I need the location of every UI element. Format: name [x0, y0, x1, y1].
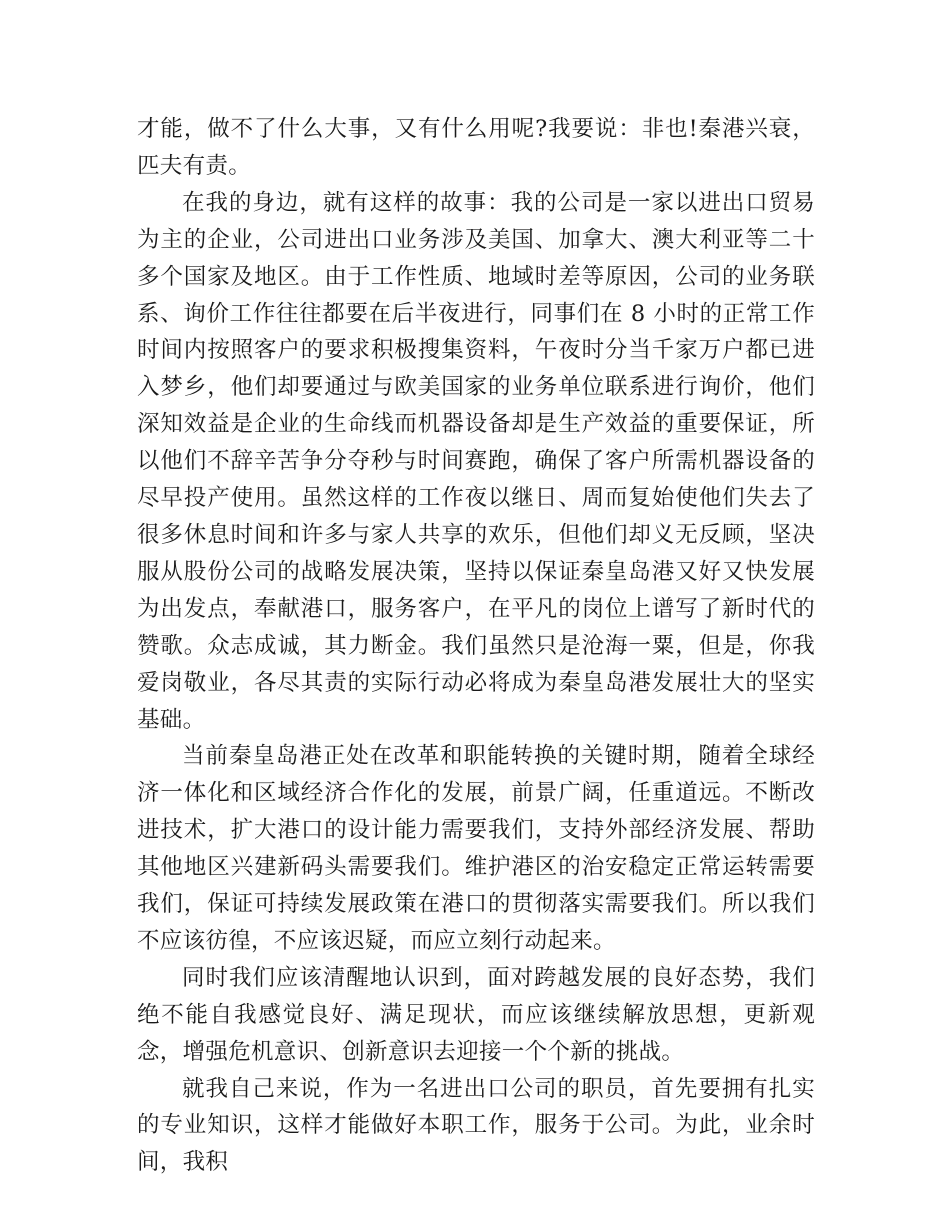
- paragraph-company-story: 在我的身边，就有这样的故事：我的公司是一家以进出口贸易为主的企业，公司进出口业务涉及美国、加拿大、澳大利亚等二十多个国家及地区。由于工作性质、地域时差等原因，公司的业务联系、询价工作往往都要在后半夜进行，同事们在 8 小时的正常工作时间内按照客户的要求积极搜集资料，午夜时分当千家万户都已进入梦乡，他们却要通过与欧美国家的业务单位联系进行询价，他们深知效益是企业的生命线而机器设备却是生产效益的重要保证，所以他们不辞辛苦争分夺秒与时间赛跑，确保了客户所需机器设备的尽早投产使用。虽然这样的工作夜以继日、周而复始使他们失去了很多休息时间和许多与家人共享的欢乐，但他们却义无反顾，坚决服从股份公司的战略发展决策，坚持以保证秦皇岛港又好又快发展为出发点，奉献港口，服务客户，在平凡的岗位上谱写了新时代的赞歌。众志成诚，其力断金。我们虽然只是沧海一粟，但是，你我爱岗敬业，各尽其责的实际行动必将成为秦皇岛港发展壮大的坚实基础。: [137, 189, 815, 733]
- paragraph-port-reform: 当前秦皇岛港正处在改革和职能转换的关键时期，随着全球经济一体化和区域经济合作化的发展，前景广阔，任重道远。不断改进技术，扩大港口的设计能力需要我们，支持外部经济发展、帮助其他地区兴建新码头需要我们。维护港区的治安稳定正常运转需要我们，保证可持续发展政策在港口的贯彻落实需要我们。所以我们不应该彷徨，不应该迟疑，而应立刻行动起来。: [137, 743, 815, 954]
- document-body: [137, 111, 815, 1181]
- paragraph-awareness: 同时我们应该清醒地认识到，面对跨越发展的良好态势，我们绝不能自我感觉良好、满足现状，而应该继续解放思想，更新观念，增强危机意识、创新意识去迎接一个个新的挑战。: [137, 964, 815, 1065]
- paragraph-personal: 就我自己来说，作为一名进出口公司的职员，首先要拥有扎实的专业知识，这样才能做好本职工作，服务于公司。为此，业余时间，我积: [137, 1075, 815, 1176]
- paragraph-continued: 才能，做不了什么大事，又有什么用呢?我要说：非也!秦港兴衰，匹夫有责。: [137, 116, 815, 179]
